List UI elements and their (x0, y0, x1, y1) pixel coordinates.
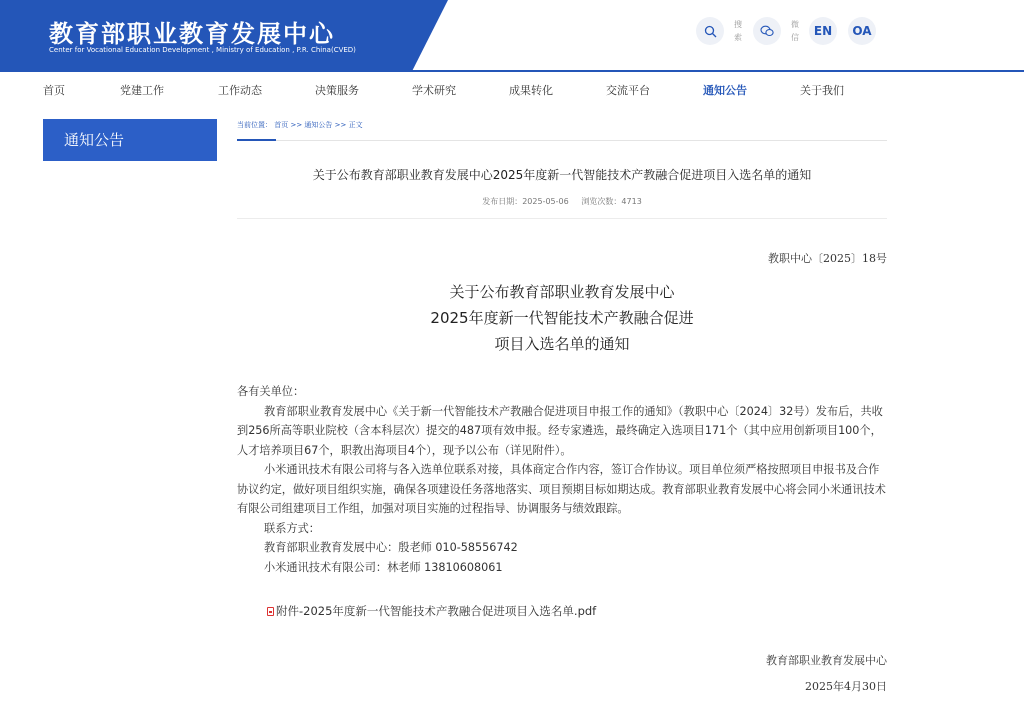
search-button[interactable] (696, 17, 724, 45)
sidebar-title[interactable]: 通知公告 (43, 119, 217, 161)
breadcrumb-sep: >> (332, 121, 349, 129)
contact-line: 教育部职业教育发展中心：殷老师 010-58556742 (264, 541, 518, 554)
breadcrumb-underline (237, 139, 276, 141)
nav-home[interactable]: 首页 (43, 84, 65, 97)
views-label: 浏览次数： (581, 197, 622, 206)
search-icon (704, 25, 717, 38)
nav-about[interactable]: 关于我们 (800, 84, 844, 97)
date-label: 发布日期： (482, 197, 523, 206)
nav-exchange[interactable]: 交流平台 (606, 84, 650, 97)
site-title[interactable]: 教育部职业教育发展中心 (49, 20, 335, 48)
paragraph: 教育部职业教育发展中心《关于新一代智能技术产教融合促进项目申报工作的通知》（教职中心〔2024〕32号）发布后，共收到256所高等职业院校（含本科层次）提交的487项有效申报。经专家遴选，最终确定入选项目171个（其中应用创新项目100个，人才培养项目67个，职教出海项目4个），现予以公布（详见附件）。 (237, 404, 883, 457)
document-title-line: 关于公布教育部职业教育发展中心 (449, 283, 675, 301)
wechat-icon (760, 25, 774, 37)
attachment-link[interactable] (267, 603, 596, 619)
attachment-name[interactable]: 附件-2025年度新一代智能技术产教融合促进项目入选名单.pdf (276, 604, 597, 618)
nav-research[interactable]: 学术研究 (412, 84, 456, 97)
breadcrumb-divider (237, 140, 887, 141)
nav-notices[interactable]: 通知公告 (703, 84, 747, 97)
contact-label: 联系方式： (264, 521, 320, 535)
wechat-button[interactable] (753, 17, 781, 45)
publish-date: 2025-05-06 (522, 197, 569, 206)
meta-divider (237, 218, 887, 219)
english-button[interactable]: EN (809, 17, 837, 45)
salutation: 各有关单位： (237, 385, 305, 398)
wechat-label: 微信 (791, 20, 799, 42)
view-count: 4713 (621, 197, 642, 206)
site-subtitle: Center for Vocational Education Development , Ministry of Education , P.R. China(CVED) (49, 46, 356, 54)
document-number: 教职中心〔2025〕18号 (768, 252, 887, 265)
search-label: 搜索 (734, 20, 742, 42)
nav-decision[interactable]: 决策服务 (315, 84, 359, 97)
breadcrumb (237, 120, 363, 130)
article-meta (237, 196, 887, 207)
pdf-icon (267, 607, 274, 616)
breadcrumb-current: 正文 (348, 121, 363, 129)
document-title-line: 项目入选名单的通知 (494, 335, 630, 353)
breadcrumb-sep: >> (288, 121, 305, 129)
signature: 教育部职业教育发展中心 (766, 654, 887, 667)
oa-button[interactable]: OA (848, 17, 876, 45)
nav-results[interactable]: 成果转化 (509, 84, 553, 97)
paragraph: 小米通讯技术有限公司将与各入选单位联系对接，具体商定合作内容，签订合作协议。项目单位须严格按照项目申报书及合作协议约定，做好项目组织实施，确保各项建设任务落地落实、项目预期目标如期达成。教育部职业教育发展中心将会同小米通讯技术有限公司组建项目工作组，加强对项目实施的过程指导、协调服务与绩效跟踪。 (237, 463, 886, 515)
article-body (237, 382, 887, 577)
nav-party[interactable]: 党建工作 (120, 84, 164, 97)
nav-news[interactable]: 工作动态 (218, 84, 262, 97)
article-title: 关于公布教育部职业教育发展中心2025年度新一代智能技术产教融合促进项目入选名单的通知 (312, 168, 812, 182)
header-divider (0, 70, 1024, 72)
breadcrumb-notices[interactable]: 通知公告 (304, 121, 333, 129)
contact-line: 小米通讯技术有限公司：林老师 13810608061 (264, 560, 503, 574)
signature-date: 2025年4月30日 (805, 680, 887, 693)
breadcrumb-prefix: 当前位置： (237, 121, 272, 129)
document-title (237, 279, 887, 357)
breadcrumb-home[interactable]: 首页 (274, 121, 289, 129)
document-title-line: 2025年度新一代智能技术产教融合促进 (430, 309, 694, 327)
site-header (0, 0, 1024, 71)
